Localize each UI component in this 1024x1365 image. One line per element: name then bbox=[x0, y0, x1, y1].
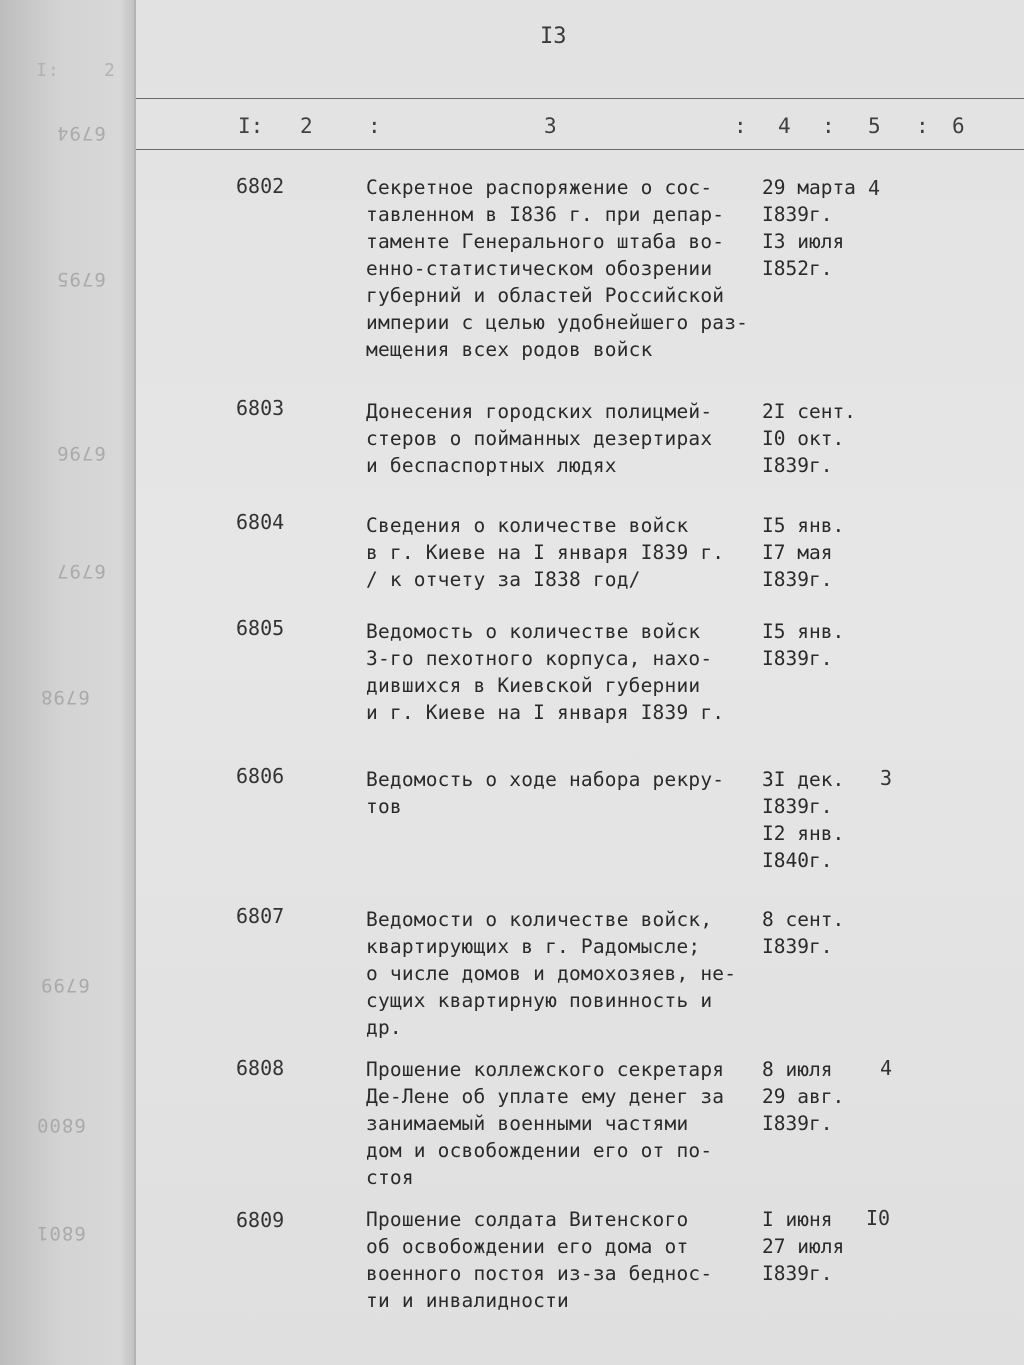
entry-description bbox=[366, 1206, 756, 1314]
date-line: I2 янв. bbox=[762, 822, 845, 845]
description-line: Ведомость о ходе набора рекру- bbox=[366, 768, 725, 791]
entry-description bbox=[366, 766, 756, 820]
description-line: Донесения городских полицмей- bbox=[366, 400, 713, 423]
underlying-number: 6796 bbox=[56, 442, 106, 464]
date-line: I3 июля bbox=[762, 230, 845, 253]
date-line: I839г. bbox=[762, 647, 833, 670]
description-line: тавленном в I836 г. при депар- bbox=[366, 203, 725, 226]
description-line: тов bbox=[366, 795, 402, 818]
header-col3: 3 bbox=[544, 114, 557, 138]
date-line: I839г. bbox=[762, 1262, 833, 1285]
description-line: др. bbox=[366, 1016, 402, 1039]
description-line: стоя bbox=[366, 1166, 414, 1189]
underlying-number: 6798 bbox=[40, 686, 90, 708]
underlying-number: 6794 bbox=[56, 122, 106, 144]
description-line: военного постоя из-за беднос- bbox=[366, 1262, 713, 1285]
description-line: губерний и областей Российской bbox=[366, 284, 725, 307]
header-separator: : bbox=[734, 114, 747, 138]
underlying-page-edge bbox=[0, 0, 136, 1365]
header-col4: 4 bbox=[778, 114, 791, 138]
entry-sheet-count: 4 bbox=[880, 1056, 893, 1080]
header-col1: I: bbox=[238, 114, 264, 138]
entry-number: 6806 bbox=[236, 764, 285, 788]
entry-number: 6804 bbox=[236, 510, 285, 534]
underlying-number: 6800 bbox=[36, 1114, 86, 1136]
entry-number: 6807 bbox=[236, 904, 285, 928]
date-line: I5 янв. bbox=[762, 514, 845, 537]
underlying-number: 6797 bbox=[56, 560, 106, 582]
description-line: таменте Генерального штаба во- bbox=[366, 230, 725, 253]
page-number: I3 bbox=[540, 24, 567, 49]
header-separator: : bbox=[822, 114, 835, 138]
header-col2: 2 bbox=[300, 114, 313, 138]
description-line: Секретное распоряжение о сос- bbox=[366, 176, 713, 199]
description-line: ти и инвалидности bbox=[366, 1289, 569, 1312]
description-line: Прошение коллежского секретаря bbox=[366, 1058, 725, 1081]
entry-sheet-count: I0 bbox=[866, 1206, 891, 1230]
entry-sheet-count: 4 bbox=[868, 176, 881, 200]
date-line: 29 марта bbox=[762, 176, 856, 199]
date-line: 27 июля bbox=[762, 1235, 845, 1258]
entry-dates bbox=[762, 906, 872, 960]
header-rule-top bbox=[136, 98, 1024, 99]
underlying-header-col1: I: bbox=[36, 60, 60, 81]
description-line: сущих квартирную повинность и bbox=[366, 989, 713, 1012]
date-line: 8 июля bbox=[762, 1058, 833, 1081]
description-line: стеров о пойманных дезертирах bbox=[366, 427, 713, 450]
header-col6: 6 bbox=[952, 114, 965, 138]
date-line: 2I сент. bbox=[762, 400, 856, 423]
date-line: I839г. bbox=[762, 568, 833, 591]
description-line: занимаемый военными частями bbox=[366, 1112, 689, 1135]
description-line: Ведомость о количестве войск bbox=[366, 620, 701, 643]
description-line: дом и освобождении его от по- bbox=[366, 1139, 713, 1162]
header-separator: : bbox=[368, 114, 381, 138]
entry-dates bbox=[762, 512, 872, 593]
date-line: 8 сент. bbox=[762, 908, 845, 931]
description-line: Де-Лене об уплате ему денег за bbox=[366, 1085, 725, 1108]
description-line: / к отчету за I838 год/ bbox=[366, 568, 641, 591]
date-line: I5 янв. bbox=[762, 620, 845, 643]
description-line: 3-го пехотного корпуса, нахо- bbox=[366, 647, 713, 670]
date-line: I852г. bbox=[762, 257, 833, 280]
description-line: мещения всех родов войск bbox=[366, 338, 653, 361]
entry-description bbox=[366, 1056, 756, 1191]
description-line: и беспаспортных людях bbox=[366, 454, 617, 477]
date-line: 29 авг. bbox=[762, 1085, 845, 1108]
date-line: I839г. bbox=[762, 795, 833, 818]
underlying-number: 6795 bbox=[56, 268, 106, 290]
underlying-number: 6801 bbox=[36, 1222, 86, 1244]
header-rule-bottom bbox=[136, 149, 1024, 150]
entry-sheet-count: 3 bbox=[880, 766, 893, 790]
date-line: I839г. bbox=[762, 203, 833, 226]
underlying-header-col2: 2 bbox=[104, 60, 116, 81]
date-line: 3I дек. bbox=[762, 768, 845, 791]
date-line: I0 окт. bbox=[762, 427, 845, 450]
entry-number: 6808 bbox=[236, 1056, 285, 1080]
entry-number: 6802 bbox=[236, 174, 285, 198]
header-col5: 5 bbox=[868, 114, 881, 138]
date-line: I840г. bbox=[762, 849, 833, 872]
date-line: I839г. bbox=[762, 935, 833, 958]
entry-dates bbox=[762, 398, 872, 479]
date-line: I839г. bbox=[762, 1112, 833, 1135]
entry-description bbox=[366, 906, 756, 1041]
entry-dates bbox=[762, 618, 872, 672]
description-line: об освобождении его дома от bbox=[366, 1235, 689, 1258]
entry-number: 6809 bbox=[236, 1208, 285, 1232]
entry-dates bbox=[762, 766, 872, 874]
description-line: о числе домов и домохозяев, не- bbox=[366, 962, 737, 985]
entry-description bbox=[366, 618, 756, 726]
entry-description bbox=[366, 174, 756, 363]
date-line: I7 мая bbox=[762, 541, 833, 564]
entry-dates bbox=[762, 1056, 872, 1137]
date-line: I839г. bbox=[762, 454, 833, 477]
entry-number: 6803 bbox=[236, 396, 285, 420]
entry-dates bbox=[762, 1206, 872, 1287]
description-line: квартирующих в г. Радомысле; bbox=[366, 935, 701, 958]
date-line: I июня bbox=[762, 1208, 833, 1231]
description-line: дившихся в Киевской губернии bbox=[366, 674, 701, 697]
entry-dates bbox=[762, 174, 872, 282]
description-line: енно-статистическом обозрении bbox=[366, 257, 713, 280]
description-line: империи с целью удобнейшего раз- bbox=[366, 311, 749, 334]
entry-description bbox=[366, 512, 756, 593]
entry-description bbox=[366, 398, 756, 479]
description-line: Сведения о количестве войск bbox=[366, 514, 689, 537]
description-line: и г. Киеве на I января I839 г. bbox=[366, 701, 725, 724]
description-line: Ведомости о количестве войск, bbox=[366, 908, 713, 931]
underlying-number: 6799 bbox=[40, 974, 90, 996]
description-line: в г. Киеве на I января I839 г. bbox=[366, 541, 725, 564]
header-separator: : bbox=[916, 114, 929, 138]
entry-number: 6805 bbox=[236, 616, 285, 640]
description-line: Прошение солдата Витенского bbox=[366, 1208, 689, 1231]
